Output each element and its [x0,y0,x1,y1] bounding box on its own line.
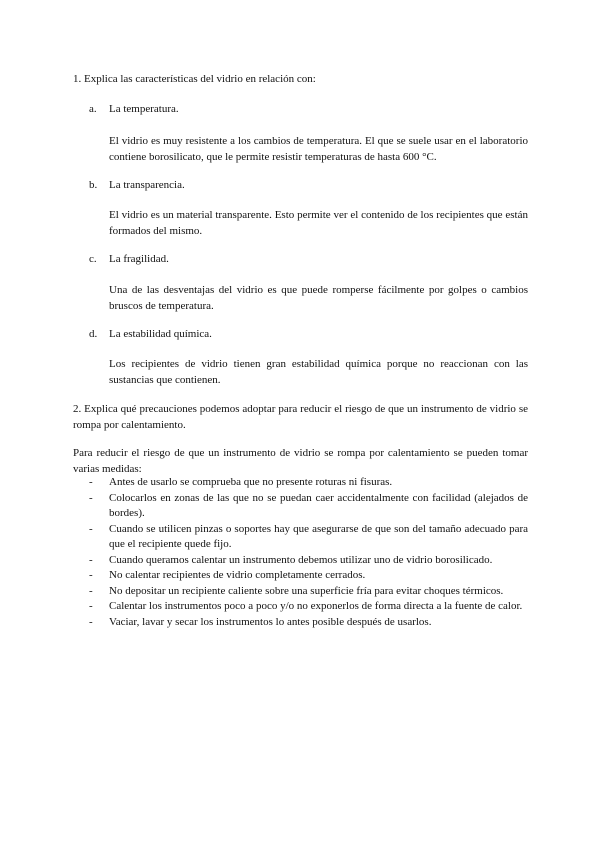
item-label: La temperatura. [109,103,179,115]
measures-list [73,475,528,630]
list-item [73,568,528,584]
list-item [73,475,528,491]
item-letter: b. [89,179,98,191]
list-item [73,615,528,631]
answer-a: El vidrio es muy resistente a los cambios de temperatura. El que se suele usar en el laboratorio contiene borosilicato, que le permite resistir temperaturas de hasta 600 °C. [109,135,528,163]
answer-b: El vidrio es un material transparente. Esto permite ver el contenido de los recipientes que están formados del mismo. [109,209,528,237]
bullet-dash: - [89,615,93,628]
measure-text: Cuando se utilicen pinzas o soportes hay que asegurarse de que son del tamaño adecuado para que el recipiente quede fijo. [109,522,528,550]
list-item [73,522,528,553]
bullet-dash: - [89,491,93,504]
list-item [73,491,528,522]
measure-text: Cuando queramos calentar un instrumento debemos utilizar uno de vidrio borosilicado. [109,553,493,566]
bullet-dash: - [89,476,93,488]
bullet-dash: - [89,569,93,581]
answer-c: Una de las desventajas del vidrio es que puede romperse fácilmente por golpes o cambios bruscos de temperatura. [109,284,528,312]
item-label: La fragilidad. [109,253,169,265]
measure-text: Calentar los instrumentos poco a poco y/o no exponerlos de forma directa a la fuente de calor. [109,600,523,612]
measure-text: No depositar un recipiente caliente sobre una superficie fría para evitar choques térmicos. [109,584,504,597]
list-item [73,553,528,569]
measure-text: No calentar recipientes de vidrio completamente cerrados. [109,569,366,581]
list-item [73,584,528,600]
measure-text: Colocarlos en zonas de las que no se puedan caer accidentalmente con facilidad (alejados de bordes). [109,491,528,519]
answer-d: Los recipientes de vidrio tienen gran estabilidad química porque no reaccionan con las sustancias que contienen. [109,358,528,386]
question-2-intro: Para reducir el riesgo de que un instrumento de vidrio se rompa por calentamiento se pueden tomar varias medidas: [73,447,528,475]
item-label: La estabilidad química. [109,328,212,340]
item-label: La transparencia. [109,179,185,191]
item-letter: d. [89,328,98,340]
bullet-dash: - [89,600,93,612]
bullet-dash: - [89,584,93,597]
list-item [73,599,528,615]
question-1: 1. Explica las características del vidrio en relación con: [73,73,316,85]
item-letter: a. [89,103,97,115]
bullet-dash: - [89,553,93,566]
measure-text: Antes de usarlo se comprueba que no presente roturas ni fisuras. [109,476,393,488]
bullet-dash: - [89,522,93,535]
question-2: 2. Explica qué precauciones podemos adoptar para reducir el riesgo de que un instrumento de vidrio se rompa por calentamiento. [73,403,528,431]
measure-text: Vaciar, lavar y secar los instrumentos lo antes posible después de usarlos. [109,615,432,628]
item-letter: c. [89,253,97,265]
